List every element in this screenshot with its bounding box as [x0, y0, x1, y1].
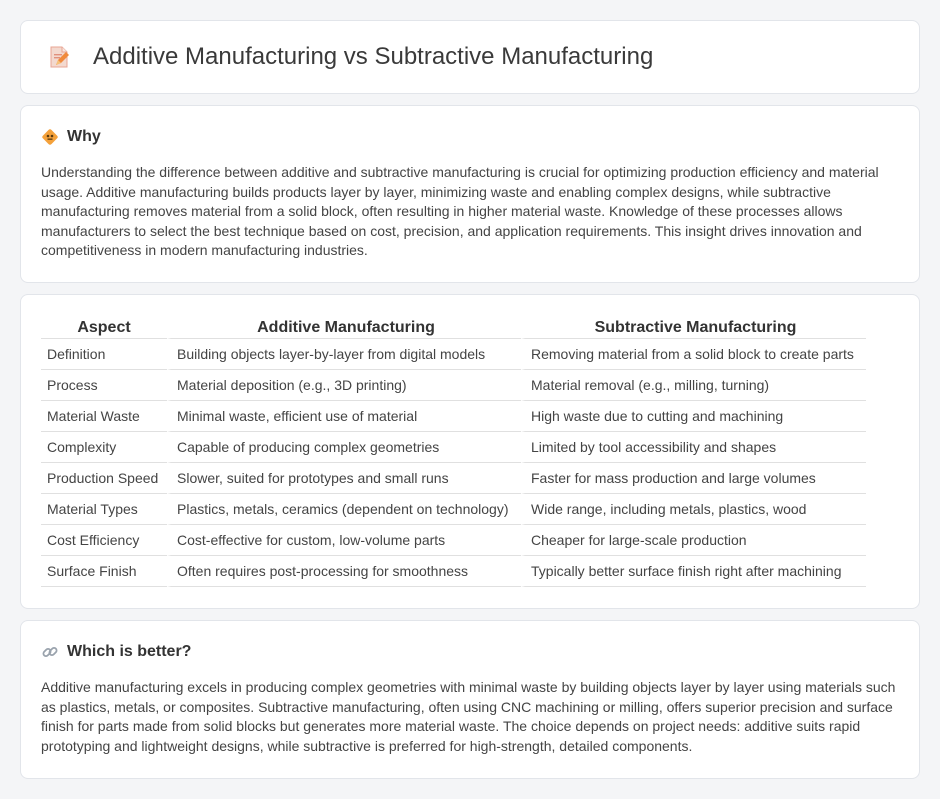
- table-row: [41, 339, 866, 370]
- table-cell-subtractive: Cheaper for large-scale production: [521, 525, 866, 556]
- table-cell-subtractive: Limited by tool accessibility and shapes: [521, 432, 866, 463]
- title-card: [20, 20, 920, 94]
- table-cell-aspect: Material Types: [41, 494, 167, 525]
- table-cell-aspect: Surface Finish: [41, 556, 167, 587]
- table-cell-additive: Often requires post-processing for smoothness: [167, 556, 521, 587]
- why-text: Understanding the difference between additive and subtractive manufacturing is crucial for optimizing production efficiency and material usage. Additive manufacturing builds products layer by layer, minimizing waste and enabling complex designs, while subtractive manufacturing removes material from a solid block, often resulting in higher material waste. Knowledge of these processes allows manufacturers to select the best technique based on cost, precision, and application requirements. This insight drives innovation and competitiveness in modern manufacturing industries.: [41, 164, 879, 259]
- table-cell-aspect: Cost Efficiency: [41, 525, 167, 556]
- table-row: [41, 556, 866, 587]
- table-cell-additive: Building objects layer-by-layer from digital models: [167, 339, 521, 370]
- table-cell-additive: Capable of producing complex geometries: [167, 432, 521, 463]
- table-cell-aspect: Material Waste: [41, 401, 167, 432]
- comparison-table: [41, 317, 866, 587]
- page-title: Additive Manufacturing vs Subtractive Manufacturing: [93, 43, 654, 70]
- link-icon: [41, 643, 59, 661]
- column-header-additive: Additive Manufacturing: [167, 317, 521, 339]
- table-cell-aspect: Complexity: [41, 432, 167, 463]
- comparison-table-card: [20, 294, 920, 609]
- column-header-subtractive: Subtractive Manufacturing: [521, 317, 866, 339]
- table-cell-subtractive: Removing material from a solid block to create parts: [521, 339, 866, 370]
- table-header-row: [41, 317, 866, 339]
- table-cell-subtractive: Material removal (e.g., milling, turning): [521, 370, 866, 401]
- which-is-better-text: Additive manufacturing excels in producing complex geometries with minimal waste by building objects layer by layer using materials such as plastics, metals, or composites. Subtractive manufacturing, often using CNC machining or milling, offers superior precision and surface finish for parts made from solid blocks but generates more material waste. The choice depends on project needs: additive suits rapid prototyping and lightweight designs, while subtractive is preferred for high-strength, detailed components.: [41, 679, 896, 754]
- table-row: [41, 432, 866, 463]
- column-header-aspect: Aspect: [41, 317, 167, 339]
- document-edit-icon: [47, 45, 71, 69]
- which-is-better-section: [20, 620, 920, 779]
- table-cell-additive: Material deposition (e.g., 3D printing): [167, 370, 521, 401]
- table-row: [41, 525, 866, 556]
- warning-sign-icon: [41, 128, 59, 146]
- table-cell-additive: Cost-effective for custom, low-volume parts: [167, 525, 521, 556]
- why-heading: Why: [67, 128, 101, 145]
- table-cell-subtractive: Wide range, including metals, plastics, wood: [521, 494, 866, 525]
- table-cell-aspect: Definition: [41, 339, 167, 370]
- table-cell-additive: Plastics, metals, ceramics (dependent on technology): [167, 494, 521, 525]
- table-cell-additive: Slower, suited for prototypes and small runs: [167, 463, 521, 494]
- table-row: [41, 370, 866, 401]
- table-cell-aspect: Process: [41, 370, 167, 401]
- table-cell-subtractive: Typically better surface finish right after machining: [521, 556, 866, 587]
- which-is-better-heading: Which is better?: [67, 643, 192, 660]
- why-section: [20, 105, 920, 283]
- table-row: [41, 401, 866, 432]
- table-row: [41, 463, 866, 494]
- table-row: [41, 494, 866, 525]
- table-cell-subtractive: Faster for mass production and large volumes: [521, 463, 866, 494]
- table-cell-additive: Minimal waste, efficient use of material: [167, 401, 521, 432]
- table-cell-subtractive: High waste due to cutting and machining: [521, 401, 866, 432]
- table-cell-aspect: Production Speed: [41, 463, 167, 494]
